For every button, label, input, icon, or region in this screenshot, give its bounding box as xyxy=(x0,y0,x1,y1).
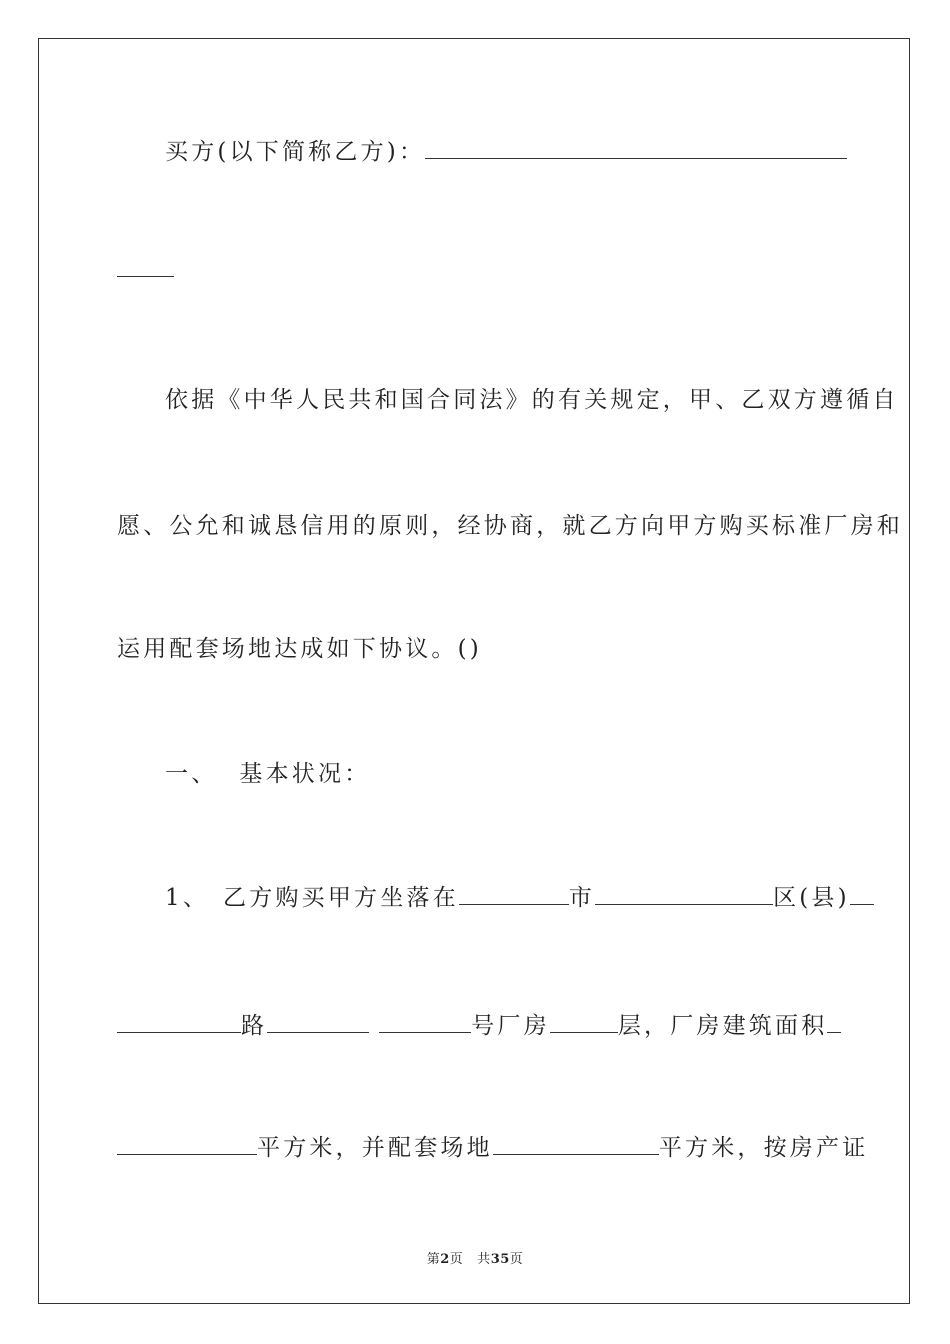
section-heading xyxy=(165,760,837,788)
footer-total-prefix: 共 xyxy=(477,1252,491,1267)
road-blank-start[interactable] xyxy=(850,884,874,905)
city-blank[interactable] xyxy=(459,884,569,905)
item-1-line-2 xyxy=(117,1012,837,1040)
number-blank-1[interactable] xyxy=(267,1012,369,1033)
buyer-line xyxy=(165,138,837,166)
intro-line-1: 依据《中华人民共和国合同法》的有关规定，甲、乙双方遵循自 xyxy=(165,387,899,413)
item-1-text-b: 市 xyxy=(568,885,596,911)
road-blank[interactable] xyxy=(117,1012,241,1033)
intro-line-2: 愿、公允和诚恳信用的原则，经协商，就乙方向甲方购买标准厂房和 xyxy=(117,513,903,539)
item-1-text-e: 号厂房 xyxy=(471,1013,550,1039)
section-number: 一、 xyxy=(165,761,218,787)
number-blank-2[interactable] xyxy=(379,1012,471,1033)
footer-page-suffix: 页 xyxy=(449,1252,464,1267)
page-footer xyxy=(0,1248,950,1267)
item-1-text-d: 路 xyxy=(241,1013,268,1039)
area-blank-start[interactable] xyxy=(827,1012,841,1033)
page-border xyxy=(38,38,910,1304)
district-blank[interactable] xyxy=(595,884,773,905)
footer-page-prefix: 第 xyxy=(426,1252,441,1267)
intro-line-3: 运用配套场地达成如下协议。() xyxy=(117,636,482,662)
footer-total-suffix: 页 xyxy=(509,1252,524,1267)
site-area-blank[interactable] xyxy=(493,1134,659,1155)
buyer-label: 买方(以下简称乙方)： xyxy=(165,139,426,165)
item-1-text-c: 区(县) xyxy=(773,885,850,911)
floor-blank[interactable] xyxy=(550,1012,618,1033)
item-number: 1、 xyxy=(165,885,210,911)
footer-page-current: 2 xyxy=(440,1252,450,1267)
building-area-blank[interactable] xyxy=(117,1134,257,1155)
buyer-blank[interactable] xyxy=(425,138,847,159)
item-1-text-a: 乙方购买甲方坐落在 xyxy=(223,885,459,911)
item-1-text-f: 层，厂房建筑面积 xyxy=(617,1013,828,1039)
buyer-line-continued xyxy=(117,256,837,284)
footer-page-total: 35 xyxy=(490,1252,510,1267)
item-1-line-3 xyxy=(117,1134,869,1162)
section-title: 基本状况： xyxy=(239,761,371,787)
buyer-blank-continued[interactable] xyxy=(117,256,174,277)
item-1-text-h: 平方米，按房产证 xyxy=(658,1135,869,1161)
item-1-line-1 xyxy=(165,884,850,912)
item-1-text-g: 平方米，并配套场地 xyxy=(257,1135,493,1161)
